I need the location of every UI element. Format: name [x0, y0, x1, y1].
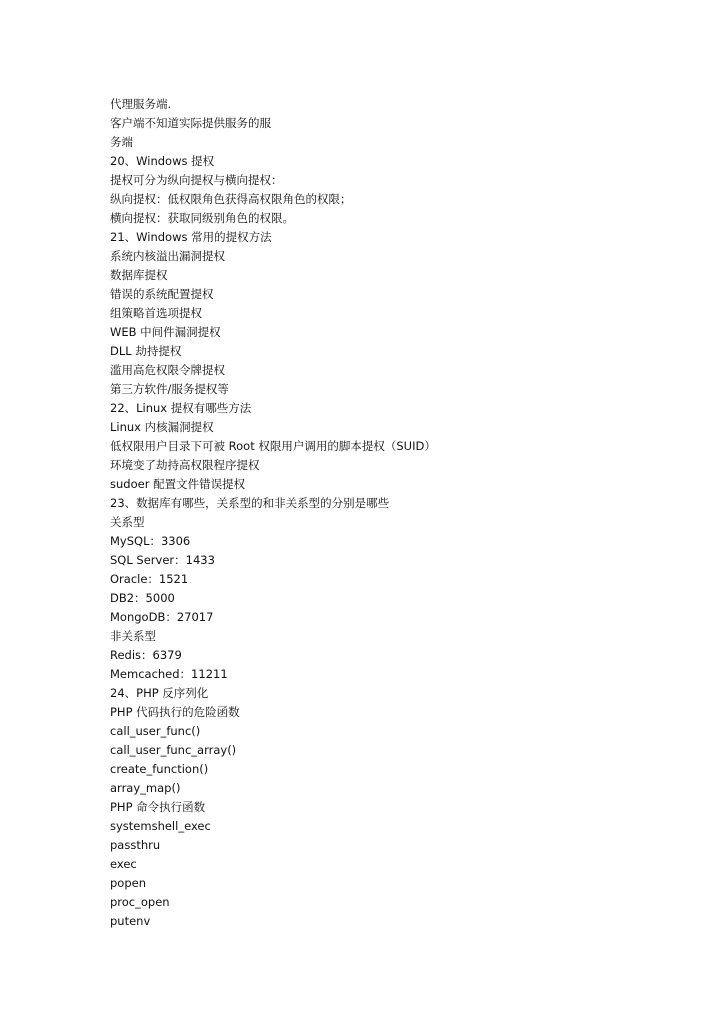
text-line: 纵向提权：低权限角色获得高权限角色的权限； — [110, 192, 352, 206]
text-line: PHP 命令执行函数 — [110, 800, 206, 814]
section-heading-23: 23、数据库有哪些，关系型的和非关系型的分别是哪些 — [110, 496, 390, 510]
section-heading-21: 21、Windows 常用的提权方法 — [110, 230, 272, 244]
text-line: 客户端不知道实际提供服务的服 — [110, 116, 271, 130]
text-line: Oracle：1521 — [110, 572, 189, 586]
text-line: Redis：6379 — [110, 648, 182, 662]
text-line: 代理服务端. — [110, 97, 172, 111]
text-line: systemshell_exec — [110, 819, 211, 833]
text-line: 系统内核溢出漏洞提权 — [110, 249, 225, 263]
text-line: 提权可分为纵向提权与横向提权： — [110, 173, 283, 187]
text-line: popen — [110, 876, 146, 890]
section-heading-20: 20、Windows 提权 — [110, 154, 215, 168]
text-line: SQL Server：1433 — [110, 553, 215, 567]
text-line: 低权限用户目录下可被 Root 权限用户调用的脚本提权（SUID） — [110, 439, 436, 453]
text-line: MySQL：3306 — [110, 534, 191, 548]
text-line: WEB 中间件漏洞提权 — [110, 325, 221, 339]
text-line: 第三方软件/服务提权等 — [110, 382, 229, 396]
text-line: call_user_func_array() — [110, 743, 237, 757]
text-line: 关系型 — [110, 515, 145, 529]
text-line: 组策略首选项提权 — [110, 306, 202, 320]
text-line: exec — [110, 857, 137, 871]
text-line: passthru — [110, 838, 161, 852]
text-line: call_user_func() — [110, 724, 201, 738]
text-line: proc_open — [110, 895, 170, 909]
text-line: 数据库提权 — [110, 268, 168, 282]
text-line: 非关系型 — [110, 629, 156, 643]
text-line: putenv — [110, 914, 151, 928]
text-line: DLL 劫持提权 — [110, 344, 182, 358]
text-line: Linux 内核漏洞提权 — [110, 420, 214, 434]
text-line: 滥用高危权限令牌提权 — [110, 363, 225, 377]
text-line: MongoDB：27017 — [110, 610, 214, 624]
text-line: sudoer 配置文件错误提权 — [110, 477, 246, 491]
text-line: 务端 — [110, 135, 133, 149]
text-line: 错误的系统配置提权 — [110, 287, 214, 301]
text-line: Memcached：11211 — [110, 667, 228, 681]
text-line: PHP 代码执行的危险函数 — [110, 705, 240, 719]
text-line: 环境变了劫持高权限程序提权 — [110, 458, 260, 472]
text-line: DB2：5000 — [110, 591, 175, 605]
text-line: array_map() — [110, 781, 181, 795]
document-body — [110, 95, 630, 931]
section-heading-22: 22、Linux 提权有哪些方法 — [110, 401, 252, 415]
text-line: 横向提权：获取同级别角色的权限。 — [110, 211, 294, 225]
section-heading-24: 24、PHP 反序列化 — [110, 686, 209, 700]
text-line: create_function() — [110, 762, 209, 776]
